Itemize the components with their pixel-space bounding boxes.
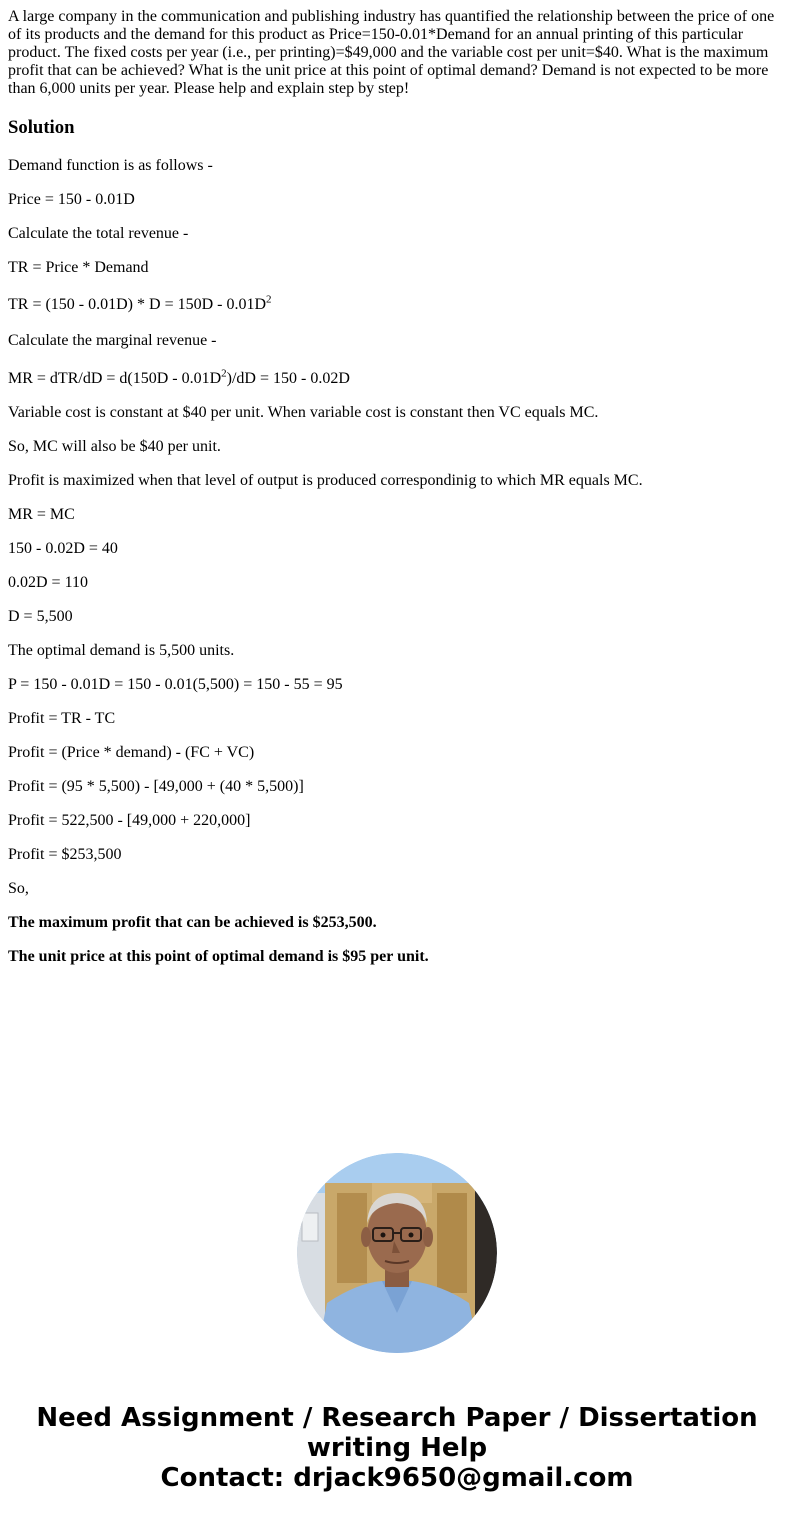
step-profit-computed: Profit = 522,500 - [49,000 + 220,000] bbox=[8, 812, 251, 829]
footer-banner bbox=[0, 1403, 794, 1493]
document-body bbox=[8, 0, 786, 139]
exponent: 2 bbox=[266, 293, 272, 306]
step-mc-value: So, MC will also be $40 per unit. bbox=[8, 438, 221, 455]
step-price-value: P = 150 - 0.01D = 150 - 0.01(5,500) = 150 - 55 = 95 bbox=[8, 676, 343, 693]
step-tr-expanded-text: TR = (150 - 0.01D) * D = 150D - 0.01D bbox=[8, 296, 267, 313]
step-mr-formula bbox=[8, 367, 350, 388]
step-mr-formula-b: )/dD = 150 - 0.02D bbox=[226, 370, 350, 387]
question-text: A large company in the communication and publishing industry has quantified the relationship between the price of one of its products and the demand for this product as Price=150-0.01*Demand for an annual printing of this particular product. The fixed costs per year (i.e., per printing)=$49,000 and the variable cost per unit=$40. What is the maximum profit that can be achieved? What is the unit price at this point of optimal demand? Demand is not expected to be more than 6,000 units per year. Please help and explain step by step! bbox=[8, 8, 775, 97]
step-profit-result: Profit = $253,500 bbox=[8, 846, 122, 863]
step-mr-equals-mc: MR = MC bbox=[8, 506, 75, 523]
step-tr-intro: Calculate the total revenue - bbox=[8, 225, 189, 242]
step-solve: 0.02D = 110 bbox=[8, 574, 88, 591]
author-avatar bbox=[297, 1153, 497, 1353]
step-demand-value: D = 5,500 bbox=[8, 608, 73, 625]
solution-heading: Solution bbox=[8, 117, 75, 138]
footer-line-2: writing Help bbox=[306, 1433, 488, 1463]
step-optimal-demand: The optimal demand is 5,500 units. bbox=[8, 642, 235, 659]
step-vc-note: Variable cost is constant at $40 per unit. When variable cost is constant then VC equals MC. bbox=[8, 404, 599, 421]
step-tr-formula: TR = Price * Demand bbox=[8, 259, 149, 276]
step-so: So, bbox=[8, 880, 29, 897]
step-equation: 150 - 0.02D = 40 bbox=[8, 540, 118, 557]
exponent: 2 bbox=[221, 367, 227, 380]
step-profit-expanded: Profit = (Price * demand) - (FC + VC) bbox=[8, 744, 255, 761]
footer-line-1: Need Assignment / Research Paper / Dissertation bbox=[36, 1403, 758, 1433]
author-portrait-image bbox=[297, 1153, 497, 1353]
footer-contact: Contact: drjack9650@gmail.com bbox=[160, 1463, 634, 1493]
step-demand-intro: Demand function is as follows - bbox=[8, 157, 213, 174]
step-profit-def: Profit = TR - TC bbox=[8, 710, 116, 727]
answer-unit-price: The unit price at this point of optimal demand is $95 per unit. bbox=[8, 948, 429, 965]
answer-max-profit: The maximum profit that can be achieved is $253,500. bbox=[8, 914, 377, 931]
step-mr-intro: Calculate the marginal revenue - bbox=[8, 332, 217, 349]
step-price-function: Price = 150 - 0.01D bbox=[8, 191, 135, 208]
step-tr-expanded bbox=[8, 293, 272, 314]
step-profit-substituted: Profit = (95 * 5,500) - [49,000 + (40 * 5,500)] bbox=[8, 778, 304, 795]
step-profit-rule: Profit is maximized when that level of output is produced correspondinig to which MR equals MC. bbox=[8, 472, 643, 489]
step-mr-formula-a: MR = dTR/dD = d(150D - 0.01D bbox=[8, 370, 222, 387]
